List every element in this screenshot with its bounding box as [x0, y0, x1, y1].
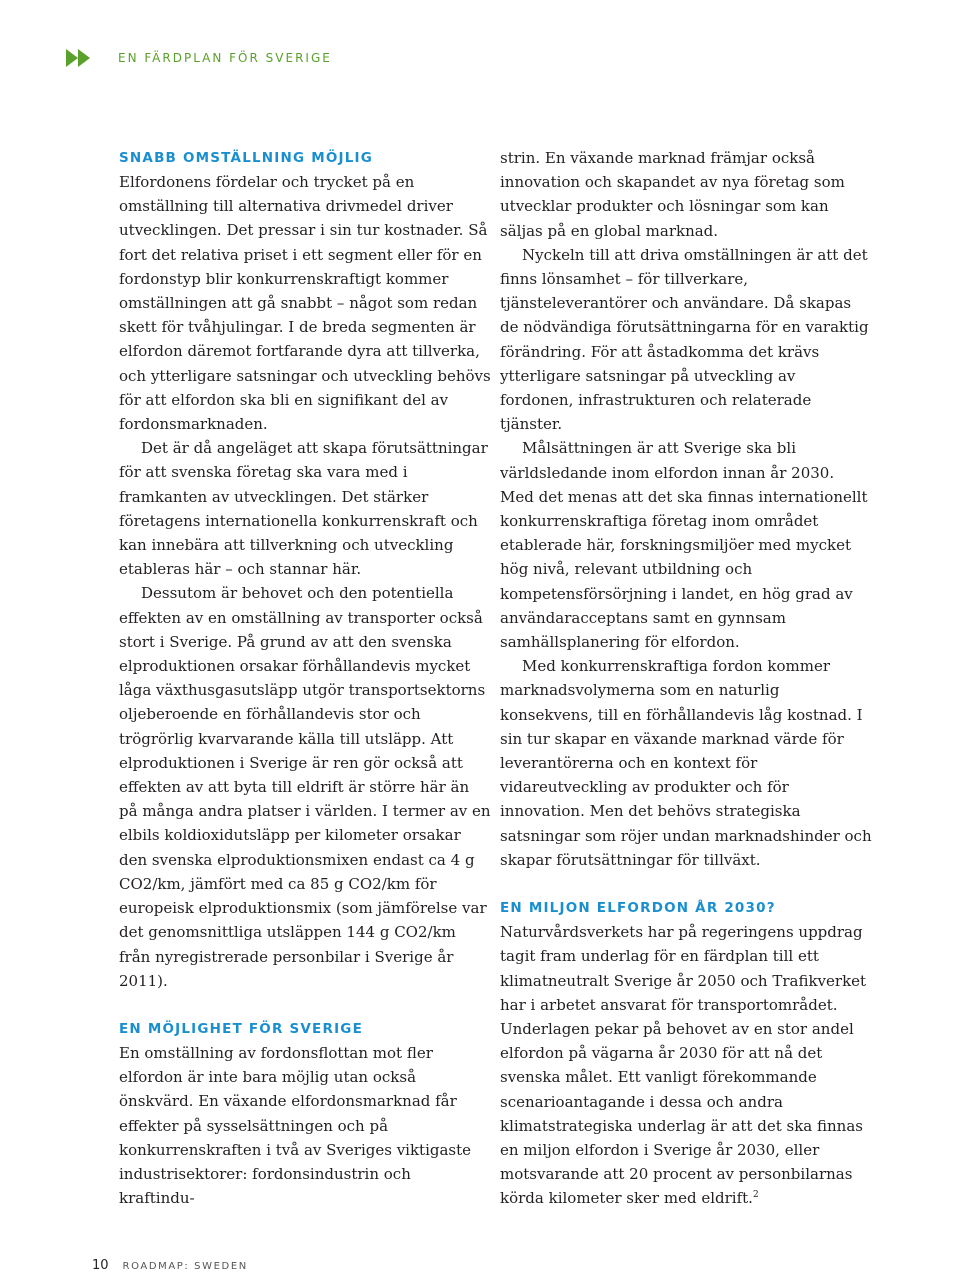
paragraph: Det är då angeläget att skapa förutsättningar för att svenska företag ska vara med i framkanten av utvecklingen. Det stärker företagens internationella konkurrenskraft och kan innebära att tillverkning och utveckling etableras här – och stannar här. [119, 439, 488, 579]
page-number: 10 [92, 1258, 109, 1273]
left-column [119, 146, 491, 1210]
paragraph [500, 920, 872, 1210]
paragraph: Dessutom är behovet och den potentiella effekten av en omställning av transporter också stort i Sverige. På grund av att den svenska elproduktionen orsakar förhållandevis mycket låga växthusgasutsläpp utgör transportsektorns oljeberoende en förhållandevis stor och trögrörlig kvarvarande källa till utsläpp. Att elproduktionen i Sverige är ren gör också att effekten av att byta till eldrift är större här än på många andra platser i världen. I termer av en elbils koldioxidutsläpp per kilometer orsakar den svenska elproduktionsmixen endast ca 4 g CO2/km, jämfört med ca 85 g CO2/km för europeisk elproduktionsmix (som jämförelse var det genomsnittliga utsläppen 144 g CO2/km från nyregistrerade personbilar i Sverige år 2011). [119, 584, 491, 990]
right-column [500, 146, 872, 1211]
section-title-snabb-omstallning: SNABB OMSTÄLLNING MÖJLIG [119, 150, 374, 166]
paragraph: Med det menas att det ska finnas internationellt konkurrenskraftiga företag inom området etablerade här, forskningsmiljöer med mycket hög nivå, relevant utbildning och kompetensförsörjning i landet, en hög grad av användaracceptans samt en gynnsam samhällsplanering för elfordon. [500, 487, 868, 652]
paragraph: Elfordonens fördelar och trycket på en omställning till alternativa drivmedel driver utvecklingen. Det pressar i sin tur kostnader. Så fort det relativa priset i ett segment eller för en fordonstyp blir konkurrenskraftigt kommer omställningen att gå snabbt – något som redan skett för tvåhjulingar. I de breda segmenten är elfordon däremot fortfarande dyra att tillverka, och ytterligare satsningar och utveckling behövs för att elfordon ska bli en signifikant del av fordonsmarknaden. [119, 173, 491, 434]
paragraph: strin. En växande marknad främjar också innovation och skapandet av nya företag som utvecklar produkter och lösningar som kan säljas på en global marknad. [500, 149, 845, 240]
double-arrow-icon [66, 48, 92, 68]
paragraph: Målsättningen är att Sverige ska bli världsledande inom elfordon innan år 2030. [500, 439, 835, 482]
paragraph: Nyckeln till att driva omställningen är att det finns lönsamhet – för tillverkare, tjänsteleverantörer och användare. Då skapas de nödvändiga förutsättningarna för en varaktig förändring. För att åstadkomma det krävs ytterligare satsningar på utveckling av fordonen, infrastrukturen och relaterade tjänster. [500, 245, 869, 434]
section-title-en-miljon-elfordon: EN MILJON ELFORDON ÅR 2030? [500, 900, 776, 917]
section-title-mojlighet-for-sverige: EN MÖJLIGHET FÖR SVERIGE [119, 1020, 363, 1037]
paragraph: En omställning av fordonsflottan mot fler elfordon är inte bara möjlig utan också önskvärd. En växande elfordonsmarknad får effekter på sysselsättningen och på konkurrenskraften i två av Sveriges viktigaste industrisektorer: fordonsindustrin och kraftindu- [119, 1043, 472, 1208]
paragraph-text: Naturvårdsverkets har på regeringens uppdrag tagit fram underlag för en färdplan till ett klimatneutralt Sverige år 2050 och Trafikverket har i arbetet ansvarat för transportområdet. Underlagen pekar på behovet av en stor andel elfordon på vägarna år 2030 för att nå det svenska målet. Ett vanligt förekommande scenarioantagande i dessa och andra klimatstrategiska underlag är att det ska finnas en miljon elfordon i Sverige år 2030, eller motsvarande att 20 procent av personbilarnas körda kilometer sker med eldrift. [500, 923, 867, 1208]
header-title: EN FÄRDPLAN FÖR SVERIGE [118, 51, 332, 65]
page-header [66, 48, 332, 68]
footnote-reference[interactable]: 2 [752, 1190, 759, 1201]
page-footer [92, 1258, 248, 1273]
paragraph: Med konkurrenskraftiga fordon kommer marknadsvolymerna som en naturlig konsekvens, till en förhållandevis låg kostnad. I sin tur skapar en växande marknad värde för leverantörerna och en kontext för vidareutveckling av produkter och för innovation. Men det behövs strategiska satsningar som röjer undan marknadshinder och skapar förutsättningar för tillväxt. [500, 657, 872, 869]
footer-label: ROADMAP: SWEDEN [122, 1261, 248, 1272]
